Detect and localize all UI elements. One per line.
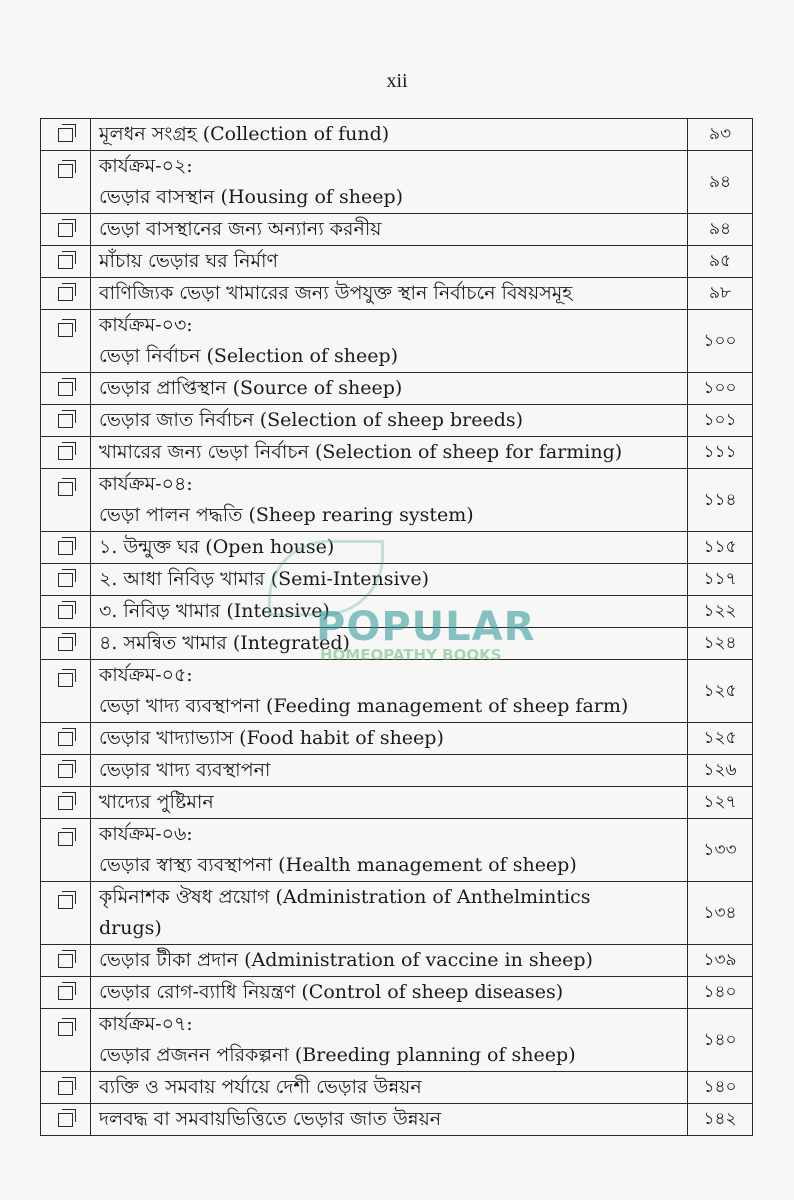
toc-row-icon-cell xyxy=(41,532,91,564)
toc-row xyxy=(41,660,753,723)
toc-title-line: ২. আধা নিবিড় খামার (Semi-Intensive) xyxy=(99,568,429,590)
toc-title-line: ভেড়া নির্বাচন (Selection of sheep) xyxy=(99,345,399,367)
watermark-brand: POPULAR xyxy=(316,604,536,650)
toc-row-title xyxy=(91,1072,688,1104)
stacked-boxes-icon xyxy=(58,764,73,778)
toc-row-page: ৯৪ xyxy=(688,214,753,246)
toc-row-page: ১২৪ xyxy=(688,628,753,660)
toc-title-line: কার্যক্রম-০৪: xyxy=(99,473,193,495)
stacked-boxes-icon xyxy=(58,673,73,687)
toc-row-icon-cell xyxy=(41,1072,91,1104)
toc-title-line: ভেড়ার রোগ-ব্যাধি নিয়ন্ত্রণ (Control of sheep diseases) xyxy=(99,981,564,1003)
toc-row-title xyxy=(91,1009,688,1072)
toc-title-line: কার্যক্রম-০৬: xyxy=(99,823,193,845)
stacked-boxes-icon xyxy=(58,732,73,746)
toc-row-page: ১২২ xyxy=(688,596,753,628)
toc-row-page: ১১৪ xyxy=(688,469,753,532)
stacked-boxes-icon xyxy=(58,482,73,496)
toc-row-page: ১৪০ xyxy=(688,977,753,1009)
toc-row-icon-cell xyxy=(41,596,91,628)
toc-row-title xyxy=(91,405,688,437)
toc-row xyxy=(41,1009,753,1072)
toc-row-icon-cell xyxy=(41,246,91,278)
toc-row-icon-cell xyxy=(41,628,91,660)
toc-row-title xyxy=(91,151,688,214)
toc-title-line: ভেড়ার খাদ্য ব্যবস্থাপনা xyxy=(99,759,271,781)
toc-row xyxy=(41,405,753,437)
toc-row-title xyxy=(91,882,688,945)
toc-row-icon-cell xyxy=(41,660,91,723)
stacked-boxes-icon xyxy=(58,986,73,1000)
toc-row-page: ১১৫ xyxy=(688,532,753,564)
toc-title-line: কার্যক্রম-০৭: xyxy=(99,1013,193,1035)
toc-row-icon-cell xyxy=(41,469,91,532)
toc-row-icon-cell xyxy=(41,437,91,469)
toc-row xyxy=(41,977,753,1009)
toc-row-page: ১২৫ xyxy=(688,723,753,755)
stacked-boxes-icon xyxy=(58,796,73,810)
toc-row-page: ১২৫ xyxy=(688,660,753,723)
toc-title-line: ভেড়ার বাসস্থান (Housing of sheep) xyxy=(99,186,404,208)
toc-row-title xyxy=(91,469,688,532)
toc-row-title xyxy=(91,373,688,405)
toc-title-line: ব্যক্তি ও সমবায় পর্যায়ে দেশী ভেড়ার উন্নয়ন xyxy=(99,1076,422,1098)
toc-row xyxy=(41,532,753,564)
toc-row-icon-cell xyxy=(41,755,91,787)
toc-row-title xyxy=(91,437,688,469)
stacked-boxes-icon xyxy=(58,128,73,142)
toc-row-title xyxy=(91,660,688,723)
toc-row-icon-cell xyxy=(41,151,91,214)
toc-row-page: ১৩৯ xyxy=(688,945,753,977)
toc-row-title xyxy=(91,1104,688,1136)
toc-row-icon-cell xyxy=(41,119,91,151)
toc-row-icon-cell xyxy=(41,1009,91,1072)
toc-title-line: ১. উন্মুক্ত ঘর (Open house) xyxy=(99,536,335,558)
toc-title-line: বাণিজ্যিক ভেড়া খামারের জন্য উপযুক্ত স্থান নির্বাচনে বিষয়সমূহ xyxy=(99,282,573,304)
toc-row xyxy=(41,819,753,882)
toc-row-icon-cell xyxy=(41,723,91,755)
toc-row-title xyxy=(91,628,688,660)
toc-title-line: ভেড়ার স্বাস্থ্য ব্যবস্থাপনা (Health management of sheep) xyxy=(99,854,577,876)
toc-row-icon-cell xyxy=(41,214,91,246)
toc-row-icon-cell xyxy=(41,945,91,977)
toc-row-title xyxy=(91,723,688,755)
toc-row xyxy=(41,373,753,405)
stacked-boxes-icon xyxy=(58,1113,73,1127)
toc-title-line: ৪. সমন্বিত খামার (Integrated) xyxy=(99,632,350,654)
toc-title-line: ভেড়ার প্রজনন পরিকল্পনা (Breeding planning of sheep) xyxy=(99,1044,576,1066)
toc-row xyxy=(41,278,753,310)
toc-row-title xyxy=(91,596,688,628)
toc-row-icon-cell xyxy=(41,278,91,310)
stacked-boxes-icon xyxy=(58,446,73,460)
toc-row-title xyxy=(91,819,688,882)
toc-row-title xyxy=(91,564,688,596)
toc-row-page: ১০০ xyxy=(688,373,753,405)
stacked-boxes-icon xyxy=(58,605,73,619)
toc-row-page: ১২৬ xyxy=(688,755,753,787)
toc-row-icon-cell xyxy=(41,819,91,882)
toc-row-page: ১৪০ xyxy=(688,1072,753,1104)
toc-title-line: ভেড়া বাসস্থানের জন্য অন্যান্য করনীয় xyxy=(99,218,382,240)
toc-row-page: ৯৮ xyxy=(688,278,753,310)
toc-row-page: ১৩৪ xyxy=(688,882,753,945)
toc-row xyxy=(41,437,753,469)
toc-title-line: ভেড়ার টীকা প্রদান (Administration of vaccine in sheep) xyxy=(99,949,593,971)
toc-row xyxy=(41,214,753,246)
toc-row xyxy=(41,1072,753,1104)
toc-row-page: ১০১ xyxy=(688,405,753,437)
stacked-boxes-icon xyxy=(58,573,73,587)
toc-title-line: কৃমিনাশক ঔষধ প্রয়োগ (Administration of Anthelmintics xyxy=(99,886,591,908)
stacked-boxes-icon xyxy=(58,223,73,237)
toc-title-line: মূলধন সংগ্রহ (Collection of fund) xyxy=(99,123,390,145)
watermark-subtitle: HOMEOPATHY BOOKS xyxy=(320,646,502,664)
toc-row-page: ১৩৩ xyxy=(688,819,753,882)
toc-title-line: কার্যক্রম-০৫: xyxy=(99,664,193,686)
stacked-boxes-icon xyxy=(58,832,73,846)
toc-row-icon-cell xyxy=(41,977,91,1009)
toc-title-line: কার্যক্রম-০২: xyxy=(99,155,193,177)
toc-row-icon-cell xyxy=(41,1104,91,1136)
toc-row-page: ১১৭ xyxy=(688,564,753,596)
toc-row xyxy=(41,882,753,945)
toc-title-line: drugs) xyxy=(99,917,162,939)
toc-row-title xyxy=(91,214,688,246)
stacked-boxes-icon xyxy=(58,323,73,337)
table-of-contents xyxy=(40,118,753,1136)
toc-row-title xyxy=(91,246,688,278)
toc-row xyxy=(41,564,753,596)
toc-title-line: খামারের জন্য ভেড়া নির্বাচন (Selection of sheep for farming) xyxy=(99,441,623,463)
toc-row xyxy=(41,596,753,628)
toc-title-line: দলবদ্ধ বা সমবায়ভিত্তিতে ভেড়ার জাত উন্নয়ন xyxy=(99,1108,442,1130)
stacked-boxes-icon xyxy=(58,287,73,301)
page-number: xii xyxy=(386,70,408,92)
toc-row-title xyxy=(91,755,688,787)
toc-row-page: ৯৩ xyxy=(688,119,753,151)
toc-row-page: ১০০ xyxy=(688,310,753,373)
toc-row-icon-cell xyxy=(41,787,91,819)
toc-row-title xyxy=(91,945,688,977)
stacked-boxes-icon xyxy=(58,541,73,555)
toc-title-line: কার্যক্রম-০৩: xyxy=(99,314,193,336)
toc-row xyxy=(41,1104,753,1136)
toc-row xyxy=(41,119,753,151)
toc-row-title xyxy=(91,787,688,819)
toc-row-page: ৯৪ xyxy=(688,151,753,214)
toc-row-title xyxy=(91,977,688,1009)
toc-row-page: ৯৫ xyxy=(688,246,753,278)
toc-row xyxy=(41,628,753,660)
toc-title-line: খাদ্যের পুষ্টিমান xyxy=(99,791,214,813)
stacked-boxes-icon xyxy=(58,414,73,428)
toc-row xyxy=(41,787,753,819)
toc-row xyxy=(41,945,753,977)
toc-row-page: ১১১ xyxy=(688,437,753,469)
stacked-boxes-icon xyxy=(58,255,73,269)
toc-row-title xyxy=(91,278,688,310)
stacked-boxes-icon xyxy=(58,1022,73,1036)
toc-row-icon-cell xyxy=(41,882,91,945)
stacked-boxes-icon xyxy=(58,1081,73,1095)
toc-title-line: মাঁচায় ভেড়ার ঘর নির্মাণ xyxy=(99,250,279,272)
toc-row-title xyxy=(91,310,688,373)
toc-row-icon-cell xyxy=(41,564,91,596)
toc-title-line: ৩. নিবিড় খামার (Intensive) xyxy=(99,600,330,622)
toc-row-icon-cell xyxy=(41,405,91,437)
toc-row-icon-cell xyxy=(41,373,91,405)
toc-title-line: ভেড়া পালন পদ্ধতি (Sheep rearing system) xyxy=(99,504,474,526)
toc-title-line: ভেড়ার প্রাপ্তিস্থান (Source of sheep) xyxy=(99,377,403,399)
stacked-boxes-icon xyxy=(58,382,73,396)
toc-row xyxy=(41,755,753,787)
toc-row-page: ১২৭ xyxy=(688,787,753,819)
stacked-boxes-icon xyxy=(58,164,73,178)
stacked-boxes-icon xyxy=(58,637,73,651)
toc-row-page: ১৪২ xyxy=(688,1104,753,1136)
toc-title-line: ভেড়ার জাত নির্বাচন (Selection of sheep breeds) xyxy=(99,409,524,431)
toc-title-line: ভেড়া খাদ্য ব্যবস্থাপনা (Feeding management of sheep farm) xyxy=(99,695,629,717)
toc-title-line: ভেড়ার খাদ্যাভ্যাস (Food habit of sheep) xyxy=(99,727,444,749)
stacked-boxes-icon xyxy=(58,895,73,909)
toc-body xyxy=(41,119,753,1136)
toc-row xyxy=(41,469,753,532)
toc-row xyxy=(41,310,753,373)
toc-row-page: ১৪০ xyxy=(688,1009,753,1072)
toc-row xyxy=(41,723,753,755)
toc-row xyxy=(41,151,753,214)
toc-row xyxy=(41,246,753,278)
stacked-boxes-icon xyxy=(58,954,73,968)
toc-row-icon-cell xyxy=(41,310,91,373)
toc-row-title xyxy=(91,532,688,564)
toc-row-title xyxy=(91,119,688,151)
